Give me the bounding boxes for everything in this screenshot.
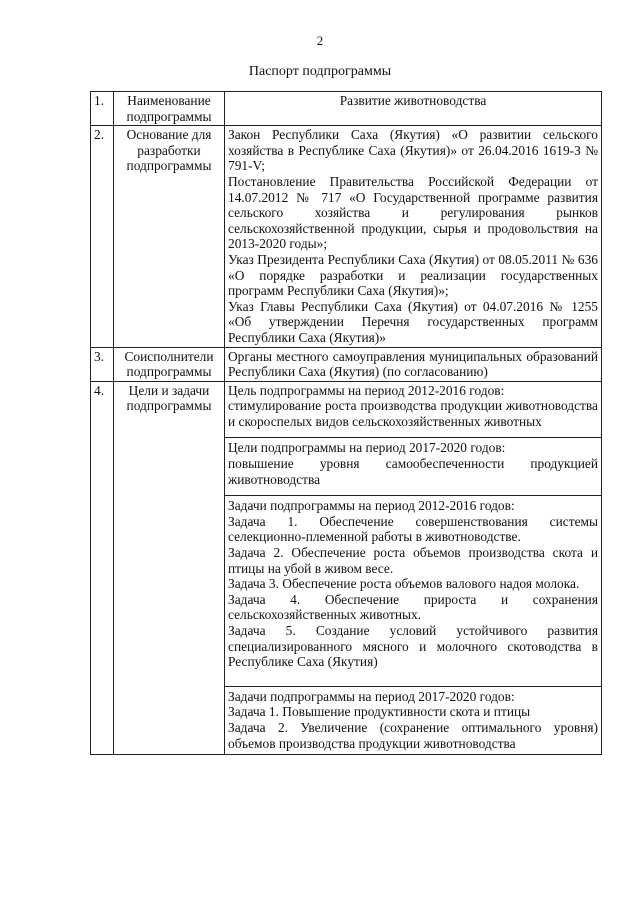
- row-label: Цели и задачи подпрограммы: [114, 381, 225, 754]
- row-content: Развитие животноводства: [225, 92, 602, 126]
- table-row: [91, 92, 602, 126]
- basis-paragraph: Указ Президента Республики Саха (Якутия) от 08.05.2011 № 636 «О порядке разработки и реализации государственных программ Республики Саха (Якутия)»;: [228, 251, 598, 299]
- row-label: Наименование подпрограммы: [114, 92, 225, 126]
- basis-paragraph: Указ Главы Республики Саха (Якутия) от 04.07.2016 № 1255 «Об утверждении Перечня государственных программ Республики Саха (Якутия)»: [228, 298, 598, 345]
- tasks-2017-block: [225, 686, 601, 753]
- goals-2012-heading: Цель подпрограммы на период 2012-2016 годов:: [228, 382, 505, 398]
- task-item: Задача 1. Повышение продуктивности скота и птицы: [228, 704, 531, 720]
- basis-paragraph: Постановление Правительства Российской Федерации от 14.07.2012 № 717 «О Государственной программе развития сельского хозяйства и регулирования рынков сельскохозяйственной продукции, сырья и продовольствия на 2013-2020 годы»;: [228, 173, 598, 252]
- goals-2017-text: повышение уровня самообеспеченности продукцией животноводства: [228, 456, 598, 487]
- tasks-2012-block: [225, 495, 601, 672]
- task-item: Задача 2. Обеспечение роста объемов производства скота и птицы на убой в живом весе.: [228, 545, 598, 576]
- row-content: [225, 126, 602, 347]
- table-row: [91, 126, 602, 347]
- table-row: [91, 381, 602, 754]
- row-number: 1.: [91, 92, 114, 126]
- row-label: Соисполнители подпрограммы: [114, 347, 225, 381]
- tasks-2017-heading: Задачи подпрограммы на период 2017-2020 годов:: [228, 688, 515, 704]
- row-content: [225, 347, 602, 381]
- goals-2017-block: [225, 437, 601, 489]
- goals-2012-text: стимулирование роста производства продукции животноводства и скороспелых видов сельскохозяйственных животных: [228, 398, 598, 429]
- row-number: 4.: [91, 381, 114, 754]
- task-item: Задача 1. Обеспечение совершенствования системы селекционно-племенной работы в животноводстве.: [228, 513, 598, 545]
- document-title: Паспорт подпрограммы: [248, 64, 392, 79]
- tasks-2012-heading: Задачи подпрограммы на период 2012-2016 годов:: [228, 498, 515, 514]
- co-executors-text: Органы местного самоуправления муниципальных образований Республики Саха (Якутия) (по согласованию): [228, 348, 598, 380]
- task-item: Задача 3. Обеспечение роста объемов валового надоя молока.: [228, 576, 580, 592]
- goals-2012-block: [225, 383, 601, 432]
- row-content: [225, 381, 602, 754]
- task-item: Задача 5. Создание условий устойчивого развития специализированного мясного и молочного скотоводства в Республике Саха (Якутия): [228, 623, 598, 670]
- basis-paragraph: Закон Республики Саха (Якутия) «О развитии сельского хозяйства в Республике Саха (Якутия)» от 26.04.2016 1619-З № 791-V;: [228, 127, 598, 174]
- page-number: 2: [316, 33, 324, 48]
- table-row: [91, 347, 602, 381]
- row-number: 2.: [91, 126, 114, 347]
- goals-2017-heading: Цели подпрограммы на период 2017-2020 годов:: [228, 440, 506, 456]
- task-item: Задача 2. Увеличение (сохранение оптимального уровня) объемов производства продукции животноводства: [228, 719, 598, 751]
- passport-table: [90, 91, 602, 755]
- row-label: Основание для разработки подпрограммы: [114, 126, 225, 347]
- row-number: 3.: [91, 347, 114, 381]
- task-item: Задача 4. Обеспечение прироста и сохранения сельскохозяйственных животных.: [228, 591, 598, 623]
